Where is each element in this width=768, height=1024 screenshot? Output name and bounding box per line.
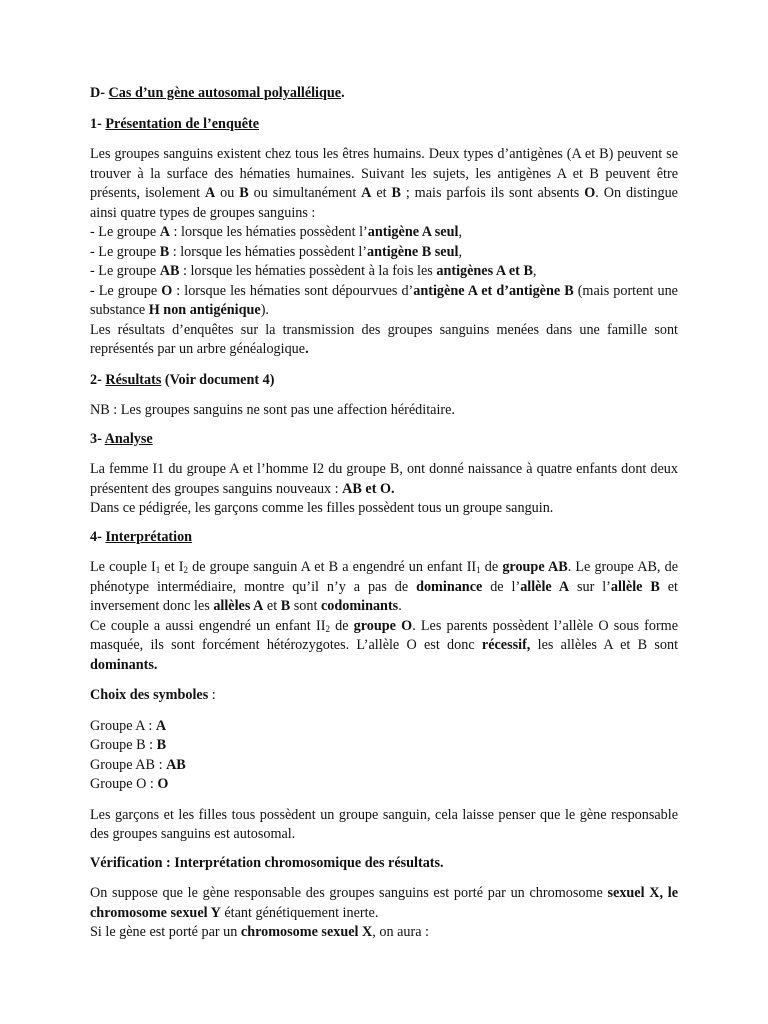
- paragraph-interpretation-2: Ce couple a aussi engendré un enfant $II_2$ de groupe O. Les parents possèdent l’allèle O sous forme masquée, ils sont forcément hétérozygotes. L’allèle O est donc récessif, les allèles A et B sont dominants.: [90, 617, 679, 673]
- heading-verification: Vérification : Interprétation chromosomique des résultats.: [90, 854, 444, 871]
- paragraph-autosomal: Les garçons et les filles tous possèdent un groupe sanguin, cela laisse penser que le gène responsable des groupes sanguins est autosomal.: [90, 806, 678, 842]
- section-d-heading: D- Cas d’un gène autosomal polyallélique.: [90, 85, 345, 101]
- section-number: D-: [90, 85, 109, 101]
- paragraph-interpretation-1: Le couple $I_1$ et $I_2$ de groupe sanguin A et B a engendré un enfant $II_1$ de groupe AB. Le groupe AB, de phénotype intermédiaire, montre qu’il n’y a pas de dominance de l’allèle A sur l’allèle B et inversement donc les allèles A et B sont codominants.: [90, 559, 678, 614]
- paragraph-if-x: Si le gène est porté par un chromosome sexuel X, on aura :: [90, 924, 429, 940]
- list-item-group-b: - Le groupe B : lorsque les hématies possèdent l’antigène B seul,: [90, 243, 462, 260]
- paragraph-intro: Les groupes sanguins existent chez tous les êtres humains. Deux types d’antigènes (A et B) peuvent se trouver à la surface des hématies humaines. Suivant les sujets, les antigènes A et B peuvent être présents, isolement A ou B ou simultanément A et B ; mais parfois ils sont absents O. On distingue ainsi quatre types de groupes sanguins :: [90, 146, 678, 221]
- paragraph-analyse-2: Dans ce pédigrée, les garçons comme les filles possèdent tous un groupe sanguin.: [90, 500, 554, 516]
- heading-choix-symboles: Choix des symboles :: [90, 687, 216, 703]
- symbol-group-a: Groupe A : A: [90, 717, 167, 734]
- list-item-group-ab: - Le groupe AB : lorsque les hématies possèdent à la fois les antigènes A et B,: [90, 263, 537, 279]
- paragraph-analyse-1: La femme I1 du groupe A et l’homme I2 du groupe B, ont donné naissance à quatre enfants dont deux présentent des groupes sanguins nouveaux : AB et O.: [90, 461, 678, 497]
- heading-presentation: 1- Présentation de l’enquête: [90, 115, 260, 132]
- paragraph-enquete-results: Les résultats d’enquêtes sur la transmission des groupes sanguins menées dans une famille sont représentés par un arbre généalogique.: [90, 321, 678, 357]
- document-page: [90, 84, 678, 943]
- symbol-group-o: Groupe O : O: [90, 776, 169, 792]
- paragraph-hypothesis: On suppose que le gène responsable des groupes sanguins est porté par un chromosome sexuel X, le chromosome sexuel Y étant génétiquement inerte.: [90, 885, 678, 921]
- symbol-group-b: Groupe B : B: [90, 737, 167, 753]
- list-item-group-a: - Le groupe A : lorsque les hématies possèdent l’antigène A seul,: [90, 224, 462, 240]
- symbol-group-ab: Groupe AB : AB: [90, 756, 186, 773]
- note-nb: NB : Les groupes sanguins ne sont pas une affection héréditaire.: [90, 402, 455, 418]
- heading-analyse: 3- Analyse: [90, 430, 153, 447]
- list-item-group-o: - Le groupe O : lorsque les hématies sont dépourvues d’antigène A et d’antigène B (mais portent une substance H non antigénique).: [90, 282, 678, 318]
- heading-resultats: 2- Résultats (Voir document 4): [90, 371, 275, 388]
- heading-interpretation: 4- Interprétation: [90, 528, 193, 545]
- section-title: Cas d’un gène autosomal polyallélique: [108, 85, 342, 101]
